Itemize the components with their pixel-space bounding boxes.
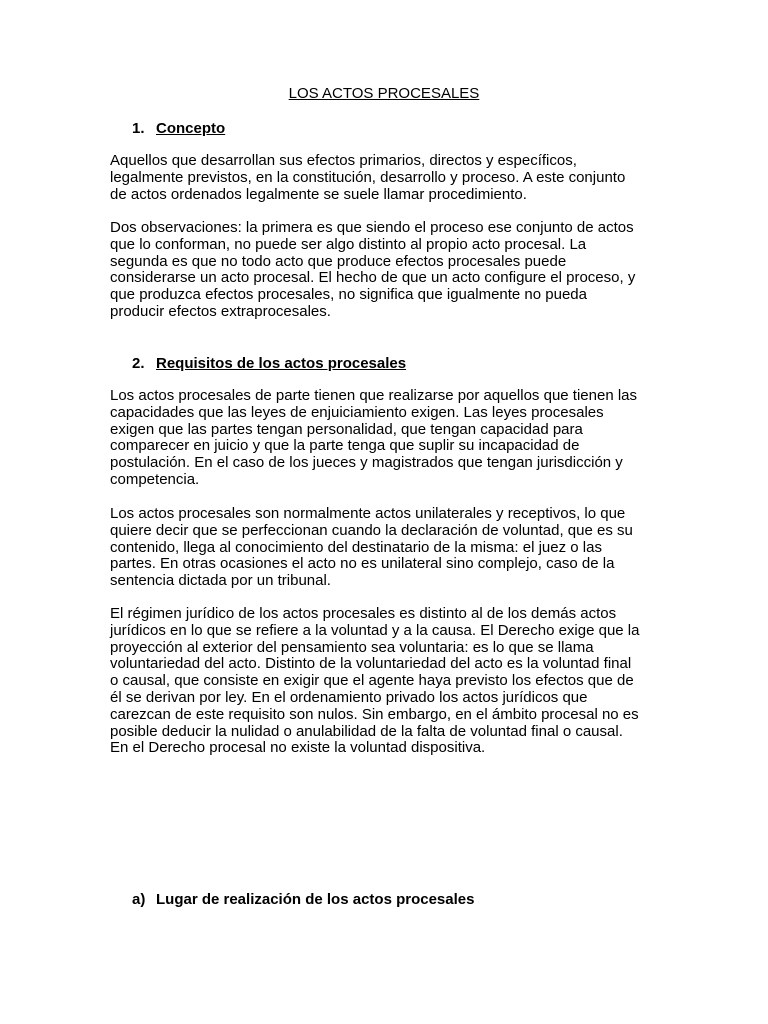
- paragraph-line: producir efectos extraprocesales.: [110, 302, 331, 320]
- paragraph-line: proyección al exterior del pensamiento sea voluntaria: es lo que se llama: [110, 638, 594, 656]
- paragraph-line: de actos ordenados legalmente se suele llamar procedimiento.: [110, 185, 527, 203]
- paragraph-line: posible deducir la nulidad o anulabilidad de la falta de voluntad final o causal.: [110, 722, 623, 740]
- paragraph-line: En el Derecho procesal no existe la voluntad dispositiva.: [110, 739, 486, 757]
- paragraph-line: comparecer en juicio y que la parte tenga que suplir su incapacidad de: [110, 437, 580, 455]
- paragraph-line: exigen que las partes tengan personalidad, que tengan capacidad para: [110, 420, 583, 438]
- paragraph-line: Aquellos que desarrollan sus efectos primarios, directos y específicos,: [110, 152, 577, 169]
- paragraph: [110, 606, 670, 757]
- paragraph-line: competencia.: [110, 470, 200, 488]
- paragraph: [110, 220, 670, 321]
- section-number: 1.: [132, 120, 145, 137]
- paragraph: [110, 388, 670, 489]
- section-heading-requisitos: [132, 355, 406, 373]
- paragraph-line: voluntariedad del acto. Distinto de la voluntariedad del acto es la voluntad final: [110, 655, 632, 673]
- paragraph-line: o causal, que consiste en exigir que el agente haya previsto los efectos que de: [110, 672, 634, 690]
- paragraph-line: sentencia dictada por un tribunal.: [110, 572, 331, 590]
- document-title: LOS ACTOS PROCESALES: [288, 85, 480, 102]
- paragraph-line: partes. En otras ocasiones el acto no es unilateral sino complejo, caso de la: [110, 555, 615, 573]
- paragraph: [110, 506, 670, 590]
- paragraph-line: carezcan de este requisito son nulos. Sin embargo, en el ámbito procesal no es: [110, 705, 639, 723]
- section-title: Concepto: [156, 120, 226, 137]
- paragraph-line: que produzca efectos procesales, no significa que igualmente no pueda: [110, 286, 587, 304]
- paragraph-line: que lo conforman, no puede ser algo distinto al propio acto procesal. La: [110, 235, 587, 253]
- paragraph-line: Dos observaciones: la primera es que siendo el proceso ese conjunto de actos: [110, 219, 634, 236]
- paragraph-line: él se derivan por ley. En el ordenamiento privado los actos jurídicos que: [110, 688, 588, 706]
- section-title: Requisitos de los actos procesales: [156, 355, 407, 372]
- paragraph-line: capacidades que las leyes de enjuiciamiento exigen. Las leyes procesales: [110, 403, 604, 421]
- paragraph-line: considerarse un acto procesal. El hecho de que un acto configure el proceso, y: [110, 269, 636, 287]
- paragraph-line: segunda es que no todo acto que produce efectos procesales puede: [110, 252, 567, 270]
- section-heading-concepto: [132, 120, 225, 138]
- paragraph-line: Los actos procesales de parte tienen que realizarse por aquellos que tienen las: [110, 387, 638, 404]
- section-number: a): [132, 891, 146, 908]
- paragraph-line: jurídicos en lo que se refiere a la voluntad y a la causa. El Derecho exige que la: [110, 621, 640, 639]
- section-number: 2.: [132, 355, 145, 372]
- paragraph-line: contenido, llega al conocimiento del destinatario de la misma: el juez o las: [110, 538, 602, 556]
- subsection-heading-lugar: [132, 891, 474, 909]
- paragraph-line: Los actos procesales son normalmente actos unilaterales y receptivos, lo que: [110, 505, 626, 522]
- paragraph-line: postulación. En el caso de los jueces y magistrados que tengan jurisdicción y: [110, 454, 623, 472]
- paragraph-line: legalmente previstos, en la constitución, desarrollo y proceso. A este conjunto: [110, 168, 626, 186]
- paragraph: [110, 153, 670, 203]
- paragraph-line: El régimen jurídico de los actos procesales es distinto al de los demás actos: [110, 605, 617, 622]
- paragraph-line: quiere decir que se perfeccionan cuando la declaración de voluntad, que es su: [110, 521, 633, 539]
- section-title: Lugar de realización de los actos procesales: [156, 891, 475, 908]
